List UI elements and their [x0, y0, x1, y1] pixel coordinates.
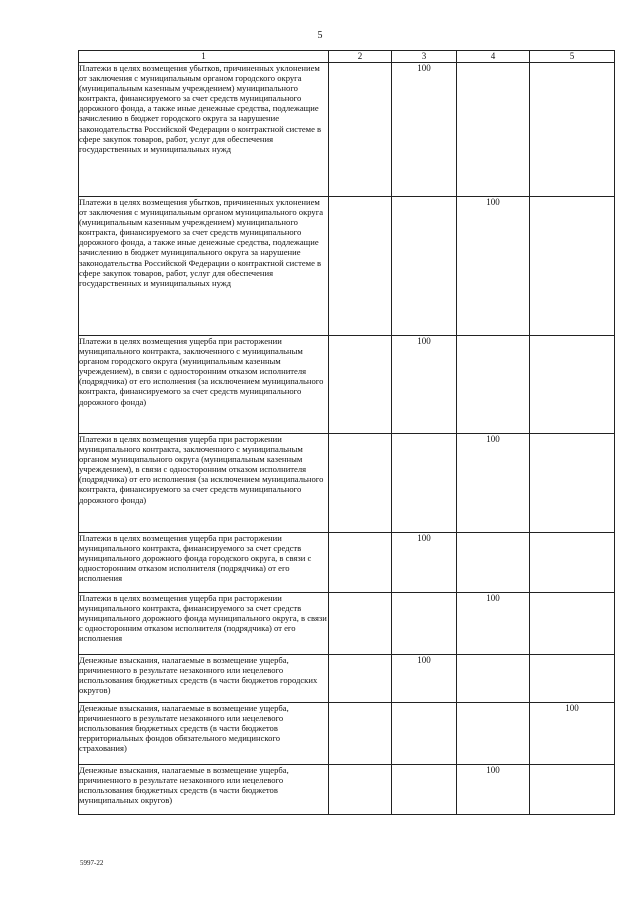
row-description: Платежи в целях возмещения ущерба при расторжении муниципального контракта, финансируемого за счет средств муниципального дорожного фонда муниципального округа, в связи с односторонним отказом исполнителя (подрядчика) от его исполнения — [79, 593, 329, 655]
table-row — [79, 655, 615, 703]
cell-col4 — [457, 533, 530, 593]
cell-col5 — [530, 655, 615, 703]
cell-col4: 100 — [457, 593, 530, 655]
row-description: Денежные взыскания, налагаемые в возмещение ущерба, причиненного в результате незаконного или нецелевого использования бюджетных средств (в части бюджетов территориальных фондов обязательного медицинского страхования) — [79, 703, 329, 765]
cell-col5 — [530, 197, 615, 336]
table-row — [79, 63, 615, 197]
cell-col2 — [329, 336, 392, 434]
cell-col2 — [329, 703, 392, 765]
page-number: 5 — [317, 30, 323, 41]
cell-col5 — [530, 434, 615, 533]
cell-col2 — [329, 434, 392, 533]
table-row — [79, 593, 615, 655]
cell-col2 — [329, 593, 392, 655]
cell-col3 — [392, 434, 457, 533]
column-header: 2 — [329, 51, 392, 63]
column-header: 5 — [530, 51, 615, 63]
row-description: Платежи в целях возмещения ущерба при расторжении муниципального контракта, заключенного с муниципальным органом городского округа (муниципальным казенным учреждением), в связи с односторонним отказом исполнителя (подрядчика) от его исполнения (за исключением муниципального контракта, финансируемого за счет средств муниципального дорожного фонда) — [79, 336, 329, 434]
cell-col5: 100 — [530, 703, 615, 765]
column-header: 3 — [392, 51, 457, 63]
cell-col4 — [457, 655, 530, 703]
cell-col3: 100 — [392, 655, 457, 703]
cell-col3 — [392, 703, 457, 765]
table-row — [79, 703, 615, 765]
row-description: Платежи в целях возмещения ущерба при расторжении муниципального контракта, финансируемого за счет средств муниципального дорожного фонда городского округа, в связи с односторонним отказом исполнителя (подрядчика) от его исполнения — [79, 533, 329, 593]
cell-col2 — [329, 655, 392, 703]
cell-col2 — [329, 765, 392, 815]
row-description: Платежи в целях возмещения ущерба при расторжении муниципального контракта, заключенного с муниципальным органом муниципального округа (муниципальным казенным учреждением), в связи с односторонним отказом исполнителя (подрядчика) от его исполнения (за исключением муниципального контракта, финансируемого за счет средств муниципального дорожного фонда) — [79, 434, 329, 533]
table-row — [79, 434, 615, 533]
cell-col2 — [329, 63, 392, 197]
cell-col5 — [530, 765, 615, 815]
table-row — [79, 533, 615, 593]
row-description: Денежные взыскания, налагаемые в возмещение ущерба, причиненного в результате незаконного или нецелевого использования бюджетных средств (в части бюджетов городских округов) — [79, 655, 329, 703]
row-description: Денежные взыскания, налагаемые в возмещение ущерба, причиненного в результате незаконного или нецелевого использования бюджетных средств (в части бюджетов муниципальных округов) — [79, 765, 329, 815]
cell-col5 — [530, 336, 615, 434]
cell-col4: 100 — [457, 434, 530, 533]
cell-col2 — [329, 197, 392, 336]
cell-col4 — [457, 336, 530, 434]
cell-col5 — [530, 533, 615, 593]
cell-col5 — [530, 593, 615, 655]
column-header: 1 — [79, 51, 329, 63]
cell-col4: 100 — [457, 197, 530, 336]
cell-col3: 100 — [392, 63, 457, 197]
cell-col3 — [392, 765, 457, 815]
table-row — [79, 336, 615, 434]
row-description: Платежи в целях возмещения убытков, причиненных уклонением от заключения с муниципальным органом городского округа (муниципальным казенным учреждением) муниципального контракта, финансируемого за счет средств муниципального дорожного фонда, а также иные денежные средства, подлежащие зачислению в бюджет городского округа за нарушение законодательства Российской Федерации о контрактной системе в сфере закупок товаров, работ, услуг для обеспечения государственных и муниципальных нужд — [79, 63, 329, 197]
cell-col3 — [392, 593, 457, 655]
cell-col4 — [457, 63, 530, 197]
document-code: 5997-22 — [80, 859, 104, 867]
table-row — [79, 765, 615, 815]
revenue-distribution-table — [78, 50, 615, 815]
cell-col4 — [457, 703, 530, 765]
cell-col3 — [392, 197, 457, 336]
cell-col2 — [329, 533, 392, 593]
column-header: 4 — [457, 51, 530, 63]
cell-col3: 100 — [392, 336, 457, 434]
cell-col3: 100 — [392, 533, 457, 593]
table-row — [79, 197, 615, 336]
table-header-row — [79, 51, 615, 63]
row-description: Платежи в целях возмещения убытков, причиненных уклонением от заключения с муниципальным органом муниципального округа (муниципальным казенным учреждением) муниципального контракта, финансируемого за счет средств муниципального дорожного фонда, а также иные денежные средства, подлежащие зачислению в бюджет муниципального округа за нарушение законодательства Российской Федерации о контрактной системе в сфере закупок товаров, работ, услуг для обеспечения государственных и муниципальных нужд — [79, 197, 329, 336]
cell-col4: 100 — [457, 765, 530, 815]
cell-col5 — [530, 63, 615, 197]
